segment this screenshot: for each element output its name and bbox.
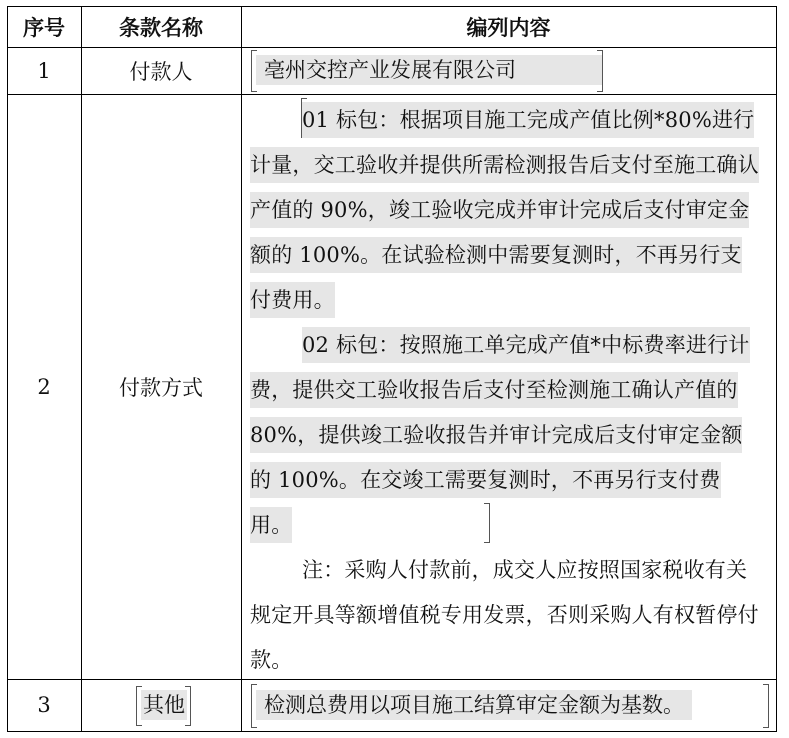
header-content: 编列内容 [466, 14, 551, 40]
row1-clause-name: 付款人 [129, 59, 193, 84]
field-bracket-right [763, 684, 769, 728]
field-bracket-right [597, 50, 603, 92]
col-divider-2 [241, 6, 242, 732]
payment-note: 注：采购人付款前，成交人应按照国家税收有关规定开具等额增值税专用发票，否则采购人有权暂停付款。 [250, 558, 759, 672]
row1-serial-no: 1 [37, 58, 51, 83]
payer-field[interactable]: 亳州交控产业发展有限公司 [256, 55, 602, 85]
header-clause-name: 条款名称 [119, 14, 203, 40]
lot01-text: 01 标包：根据项目施工完成产值比例*80%进行计量，交工验收并提供所需检测报告后支付至施工确认产值的 90%，竣工验收完成并审计完成后支付审定金额的 100%。在试验检测中需要复测时，不再另行支付费用。 [250, 102, 759, 318]
header-serial-no: 序号 [23, 14, 65, 40]
row2-serial-no: 2 [37, 374, 51, 399]
other-clause-field[interactable]: 其他 [141, 690, 187, 720]
row2-clause-name: 付款方式 [119, 375, 203, 400]
payment-terms-table [7, 6, 777, 732]
row3-serial-no: 3 [37, 693, 51, 717]
table-border-bottom [7, 731, 777, 732]
field-bracket-right [185, 686, 191, 726]
payment-method-lot01-field[interactable] [250, 98, 762, 323]
table-border-right [776, 6, 777, 732]
other-content-field[interactable]: 检测总费用以项目施工结算审定金额为基数。 [256, 690, 692, 720]
lot02-text: 02 标包：按照施工单完成产值*中标费率进行计费，提供交工验收报告后支付至检测施工确认产值的 80%，提供竣工验收报告并审计完成后支付审定金额的 100%。在交竣工需要复测时，不再另行支付费用。 [250, 327, 750, 543]
field-bracket-right [484, 503, 490, 543]
payment-method-lot02-field[interactable] [250, 323, 762, 548]
